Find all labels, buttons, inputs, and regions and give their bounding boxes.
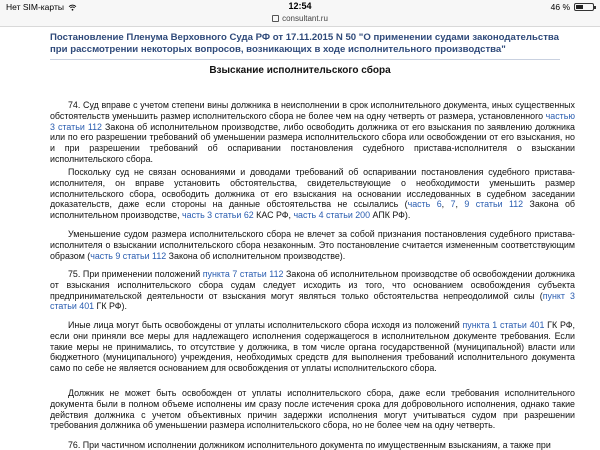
paragraph-text: 75. При применении положений <box>68 269 203 279</box>
paragraph-text: 74. Суд вправе с учетом степени вины должника в неисполнении в срок исполнительного документа, иных существенных обстоятельств уменьшить размер исполнительского сбора не более чем на одну четверть от размера, установленного <box>50 100 575 121</box>
paragraph-75 <box>50 269 575 312</box>
paragraph-76: 76. При частичном исполнении должником исполнительного документа по имущественным взысканиям, а также при <box>68 440 551 450</box>
section-heading: Взыскание исполнительского сбора <box>209 65 391 76</box>
paragraph-court-discretion <box>50 167 575 221</box>
link-part-3-article-112[interactable]: частью 3 статьи 112 <box>50 110 575 132</box>
link-part-4-article-200[interactable]: часть 4 статьи 200 <box>293 210 371 221</box>
paragraph-74 <box>50 100 575 165</box>
status-bar <box>0 0 600 14</box>
battery-icon <box>574 3 594 11</box>
title-divider <box>50 59 560 60</box>
lock-icon <box>272 15 279 22</box>
document-view[interactable] <box>0 27 600 450</box>
document-title <box>50 32 560 60</box>
paragraph-text: , <box>441 199 451 210</box>
link-part-3-article-62[interactable]: часть 3 статьи 62 <box>182 210 254 221</box>
paragraph-text: Закона об исполнительном производстве). <box>166 250 346 261</box>
carrier-label: Нет SIM-карты <box>6 2 64 12</box>
battery-percent: 46 % <box>550 2 570 12</box>
paragraph-reduction <box>50 229 575 261</box>
link-point-7-article-112[interactable]: пункта 7 статьи 112 <box>202 269 284 279</box>
battery-group <box>551 2 594 12</box>
paragraph-text: КАС РФ, <box>253 210 294 221</box>
paragraph-debtor-not-released: Должник не может быть освобожден от уплаты исполнительского сбора, даже если требования исполнительного документа были в полном объеме исполнены им сразу после истечения срока для добровольного исполнения, однако такие действия должника с учетом объективных причин задержки исполнения могут учитываться судом при разрешении требования должника об уменьшении размера исполнительского сбора, но не более чем на одну четверть. <box>50 388 575 431</box>
document-title-text: Постановление Пленума Верховного Суда РФ от 17.11.2015 N 50 "О применении судами законодательства при рассмотрении некоторых вопросов, возникающих в ходе исполнительного производства" <box>50 32 560 55</box>
link-part-9-article-112[interactable]: часть 9 статьи 112 <box>90 250 167 261</box>
paragraph-text: Закона об исполнительном производстве, либо освободить должника от его взыскания по заявлению должника или по его разрешении требований об уменьшении размера исполнительского сбора или освобождении от его взыскания, но и при разрешении требований об оспаривании постановления судебного пристава-исполнителя о взыскании исполнительского сбора. <box>50 121 575 164</box>
link-part-6[interactable]: часть 6 <box>407 199 442 210</box>
paragraph-text: ГК РФ, если они приняли все меры для надлежащего исполнения содержащегося в исполнительном документе требования. Если такие меры не принимались, то отсутствие у должника, в том числе органа государственной (муниципальной) власти или бюджетного (муниципального) учреждения, необходимых средств для выполнения требований исполнительного документа само по себе не является основанием для освобождения от уплаты исполнительского сбора. <box>50 320 575 374</box>
link-point-3-article-401[interactable]: пункт 3 статьи 401 <box>50 290 575 312</box>
paragraph-text: Закона об исполнительном производстве, <box>50 199 576 221</box>
status-time: 12:54 <box>288 1 312 11</box>
paragraph-text: , <box>455 199 465 210</box>
paragraph-text: ГК РФ). <box>94 301 127 312</box>
paragraph-other-persons <box>50 320 575 374</box>
link-7[interactable]: 7 <box>450 199 456 210</box>
link-point-1-article-401[interactable]: пункта 1 статьи 401 <box>462 320 545 330</box>
address-bar[interactable] <box>0 14 600 27</box>
paragraph-text: Поскольку суд не связан основаниями и доводами требований об оспаривании постановления судебного пристава-исполнителя, он вправе установить обстоятельства, свидетельствующие о необходимости уменьшить размер исполнительского сбора, освободить должника от его взыскания на основании исследованных в судебном заседании доказательств, даже если стороны на данные обстоятельства не ссылались ( <box>50 167 575 210</box>
link-9-article-112[interactable]: 9 статьи 112 <box>464 199 524 210</box>
paragraph-text: Уменьшение судом размера исполнительского сбора не влечет за собой признания постановления судебного пристава-исполнителя о взыскании исполнительского сбора незаконным. Это постановление считается измененным соответствующим образом ( <box>50 229 575 261</box>
paragraph-text: Иные лица могут быть освобождены от уплаты исполнительского сбора исходя из положений <box>68 320 463 330</box>
url-text: consultant.ru <box>282 14 328 23</box>
paragraph-text: АПК РФ). <box>370 210 411 221</box>
paragraph-text: Закона об исполнительном производстве об освобождении должника от взыскания исполнительского сбора судам следует исходить из того, что основанием освобождения субъекта предпринимательской деятельности от взыскания могут являться только обстоятельства непреодолимой силы ( <box>50 269 575 301</box>
